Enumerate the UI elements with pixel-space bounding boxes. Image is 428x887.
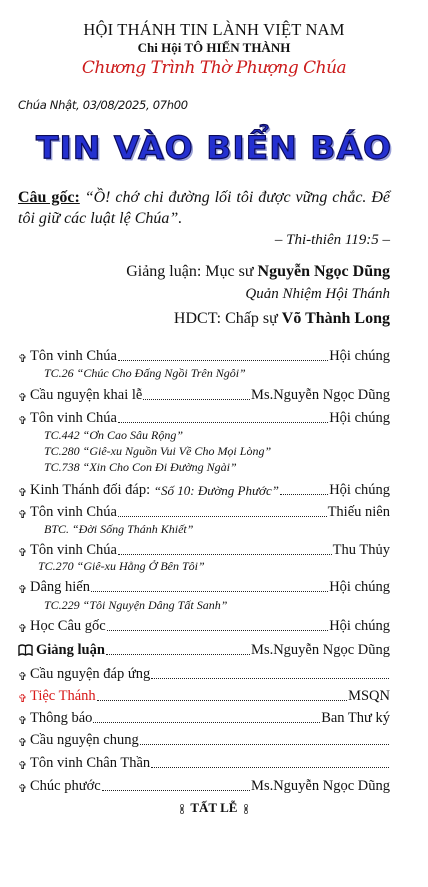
leader-dots xyxy=(143,398,250,400)
closing-text: TẤT LỄ xyxy=(190,800,238,815)
item-label: Cầu nguyện khai lễ xyxy=(30,387,143,403)
song-item: BTC. “Đời Sống Thánh Khiết” xyxy=(44,522,194,536)
item-label: Dâng hiến xyxy=(30,579,90,595)
list-item xyxy=(18,578,390,596)
item-leader: Ms.Nguyễn Ngọc Dũng xyxy=(251,642,390,658)
list-item xyxy=(18,777,390,795)
item-label: Cầu nguyện đáp ứng xyxy=(30,666,151,682)
item-label: Tôn vinh Chúa xyxy=(30,542,117,558)
preacher-prefix: Giảng luận: Mục sư xyxy=(126,263,254,280)
item-label: Cầu nguyện chung xyxy=(30,732,139,748)
item-label: Tôn vinh Chúa xyxy=(30,504,117,520)
leader-dots xyxy=(118,421,328,423)
leader-dots xyxy=(280,493,328,495)
item-leader: Hội chúng xyxy=(329,410,390,426)
verse-label: Câu gốc: xyxy=(18,189,80,206)
hdct-line xyxy=(174,310,390,328)
list-item xyxy=(18,409,390,427)
reading-title: “Số 10: Đường Phước” xyxy=(153,483,279,498)
preacher-name: Nguyễn Ngọc Dũng xyxy=(257,263,390,280)
cross-icon: ✞ xyxy=(18,415,28,427)
service-date: Chúa Nhật, 03/08/2025, 07h00 xyxy=(18,98,188,112)
list-item xyxy=(18,386,390,404)
leader-dots xyxy=(151,677,389,679)
song-item: TC.270 “Giê-xu Hằng Ở Bên Tôi” xyxy=(38,559,205,573)
item-leader: MSQN xyxy=(348,688,390,704)
flower-icon xyxy=(177,804,187,814)
item-leader: Hội chúng xyxy=(329,482,390,498)
item-leader: Hội chúng xyxy=(329,348,390,364)
item-label: Tôn vinh Chúa xyxy=(30,410,117,426)
leader-dots xyxy=(106,653,250,655)
program-title: Chương Trình Thờ Phượng Chúa xyxy=(81,58,347,78)
song-item: TC.442 “Ơn Cao Sâu Rộng” xyxy=(44,428,184,442)
verse-reference: – Thi-thiên 119:5 – xyxy=(274,232,390,248)
leader-dots xyxy=(97,699,347,701)
item-label: Thông báo xyxy=(30,710,93,726)
list-item xyxy=(18,347,390,365)
list-item xyxy=(18,709,390,727)
hdct-prefix: HDCT: Chấp sự xyxy=(173,310,278,327)
branch-name: Chi Hội TÔ HIẾN THÀNH xyxy=(137,40,291,55)
item-label: Tôn vinh Chúa xyxy=(30,348,117,364)
song-item: TC.229 “Tôi Nguyện Dâng Tất Sanh” xyxy=(44,598,228,612)
song-item: TC.738 “Xin Cho Con Đi Đường Ngài” xyxy=(44,460,237,474)
song-item: TC.280 “Giê-xu Nguồn Vui Về Cho Mọi Lòng” xyxy=(44,444,272,458)
flower-icon xyxy=(241,804,251,814)
memory-verse xyxy=(18,187,390,229)
list-item xyxy=(18,503,390,521)
cross-icon: ✞ xyxy=(18,353,28,365)
list-item xyxy=(18,754,390,772)
item-label: Học Câu gốc xyxy=(30,618,106,634)
cross-icon: ✞ xyxy=(18,584,28,596)
list-item xyxy=(18,687,390,705)
leader-dots xyxy=(91,590,328,592)
list-item xyxy=(18,641,390,659)
leader-dots xyxy=(118,359,328,361)
church-name: HỘI THÁNH TIN LÀNH VIỆT NAM xyxy=(83,20,345,39)
item-leader: Ms.Nguyễn Ngọc Dũng xyxy=(251,778,390,794)
list-item xyxy=(18,665,390,683)
cross-icon: ✞ xyxy=(18,487,28,499)
item-leader: Ms.Nguyễn Ngọc Dũng xyxy=(251,387,390,403)
cross-icon: ✞ xyxy=(18,783,28,795)
item-leader: Thu Thủy xyxy=(332,542,390,558)
item-label: Kinh Thánh đối đáp: xyxy=(30,482,151,498)
preacher-role: Quản Nhiệm Hội Thánh xyxy=(245,286,390,302)
cross-icon: ✞ xyxy=(18,671,28,683)
closing-line xyxy=(0,800,428,816)
verse-text: “Ồ! chớ chi đường lối tôi được vững chắc. Để tôi giữ các luật lệ Chúa”. xyxy=(18,189,390,227)
list-item xyxy=(18,617,390,635)
book-icon xyxy=(18,644,36,659)
item-leader: Hội chúng xyxy=(329,579,390,595)
item-label: Chúc phước xyxy=(30,778,101,794)
preacher-line xyxy=(126,263,390,281)
cross-icon: ✞ xyxy=(18,547,28,559)
item-label: Giảng luận xyxy=(36,642,105,658)
item-label: Tiệc Thánh xyxy=(30,688,96,704)
song-item: TC.26 “Chúc Cho Đấng Ngồi Trên Ngôi” xyxy=(44,366,246,380)
leader-dots xyxy=(118,553,332,555)
item-leader: Thiếu niên xyxy=(327,504,390,520)
cross-icon: ✞ xyxy=(18,760,28,772)
item-leader: Hội chúng xyxy=(329,618,390,634)
cross-icon: ✞ xyxy=(18,392,28,404)
leader-dots xyxy=(107,629,328,631)
leader-dots xyxy=(140,743,389,745)
item-label: Tôn vinh Chân Thần xyxy=(30,755,151,771)
leader-dots xyxy=(93,721,320,723)
item-leader: Ban Thư ký xyxy=(321,710,390,726)
list-item xyxy=(18,541,390,559)
cross-icon: ✞ xyxy=(18,509,28,521)
cross-icon: ✞ xyxy=(18,737,28,749)
cross-icon: ✞ xyxy=(18,715,28,727)
sermon-title: TIN VÀO BIỂN BÁO xyxy=(35,128,393,167)
list-item xyxy=(18,731,390,749)
hdct-name: Võ Thành Long xyxy=(281,310,390,327)
leader-dots xyxy=(118,515,327,517)
leader-dots xyxy=(151,766,389,768)
cross-icon: ✞ xyxy=(18,623,28,635)
leader-dots xyxy=(102,789,250,791)
list-item xyxy=(18,481,390,499)
cross-icon: ✞ xyxy=(18,693,28,705)
